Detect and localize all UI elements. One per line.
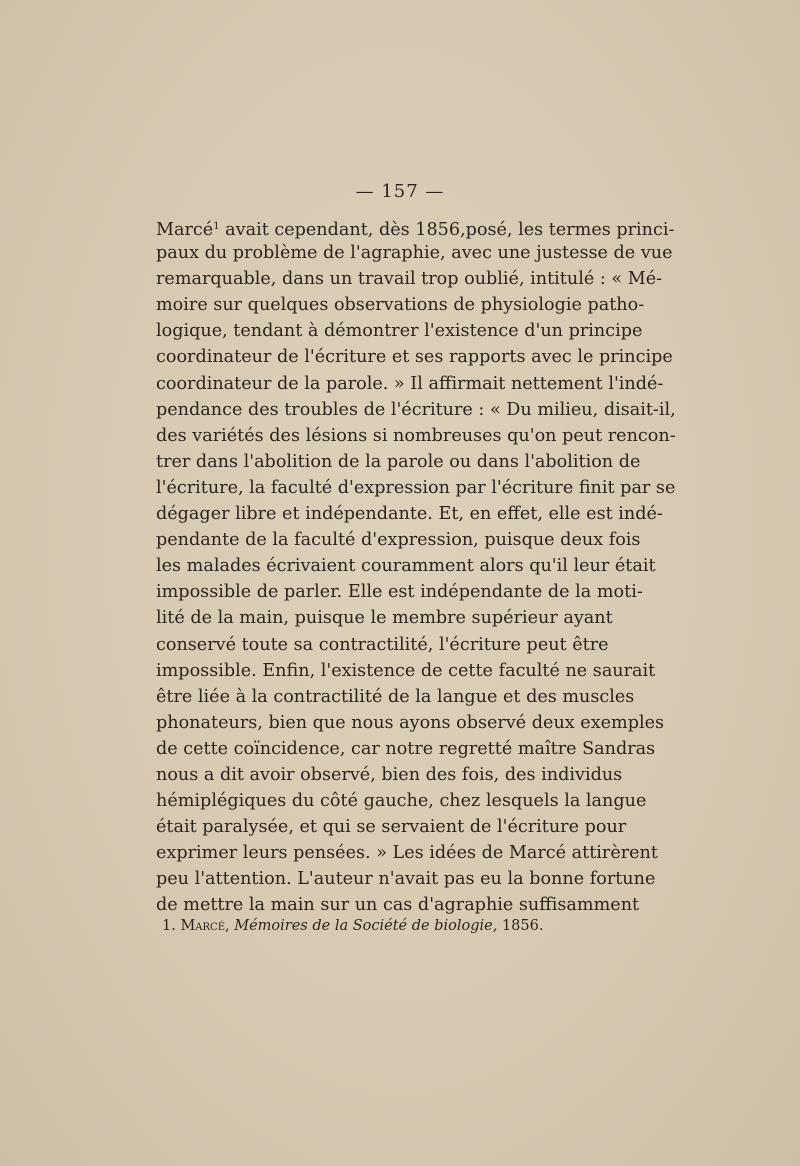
- body-line: de cette coïncidence, car notre regretté maître Sandras: [156, 738, 656, 759]
- body-line: phonateurs, bien que nous ayons observé deux exemples: [156, 712, 665, 733]
- footnote: [162, 918, 582, 934]
- body-line: conservé toute sa contractilité, l'écriture peut être: [156, 634, 609, 655]
- body-line: pendante de la faculté d'expression, puisque deux fois: [156, 530, 641, 551]
- body-line: paux du problème de l'agraphie, avec une justesse de vue: [156, 243, 673, 264]
- body-line: l'écriture, la faculté d'expression par l'écriture finit par se: [156, 477, 676, 498]
- body-line: coordinateur de l'écriture et ses rapports avec le principe: [156, 347, 673, 368]
- body-line: coordinateur de la parole. » Il affirmait nettement l'indé-: [156, 373, 664, 394]
- body-line: logique, tendant à démontrer l'existence d'un principe: [156, 321, 643, 342]
- footnote-number: 1.: [162, 918, 176, 934]
- body-line: lité de la main, puisque le membre supérieur ayant: [156, 608, 613, 629]
- body-line: pendance des troubles de l'écriture : « Du milieu, disait-il,: [156, 399, 676, 420]
- body-line: nous a dit avoir observé, bien des fois, des individus: [156, 764, 623, 785]
- body-line: remarquable, dans un travail trop oublié, intitulé : « Mé-: [156, 269, 663, 290]
- body-line: de mettre la main sur un cas d'agraphie suffisamment: [156, 895, 640, 916]
- footnote-ref: 1: [213, 221, 220, 232]
- footnote-title: Mémoires de la Société de biologie,: [234, 918, 498, 934]
- body-line: hémiplégiques du côté gauche, chez lesquels la langue: [156, 791, 647, 812]
- body-line: dégager libre et indépendante. Et, en effet, elle est indé-: [156, 504, 663, 525]
- body-line: Marcé$^1$ avait cependant, dès 1856,posé, les termes princi-: [156, 220, 675, 240]
- body-line: moire sur quelques observations de physiologie patho-: [156, 295, 645, 316]
- body-line: peu l'attention. L'auteur n'avait pas eu la bonne fortune: [156, 869, 656, 890]
- page-number: — 157 —: [355, 181, 445, 202]
- footnote-year: 1856.: [501, 918, 544, 934]
- body-line: impossible. Enfin, l'existence de cette faculté ne saurait: [156, 660, 656, 681]
- body-line: était paralysée, et qui se servaient de l'écriture pour: [156, 817, 627, 838]
- body-line: être liée à la contractilité de la langue et des muscles: [156, 686, 635, 707]
- body-line: trer dans l'abolition de la parole ou dans l'abolition de: [156, 451, 641, 472]
- body-line: les malades écrivaient couramment alors qu'il leur était: [156, 556, 656, 577]
- first-word: Marcé: [156, 220, 214, 240]
- body-line: exprimer leurs pensées. » Les idées de Marcé attirèrent: [156, 843, 658, 864]
- footnote-author: Marcé,: [180, 918, 230, 934]
- body-line: impossible de parler. Elle est indépendante de la moti-: [156, 582, 643, 603]
- body-text: [156, 214, 676, 919]
- body-line: des variétés des lésions si nombreuses qu'on peut rencon-: [156, 425, 676, 446]
